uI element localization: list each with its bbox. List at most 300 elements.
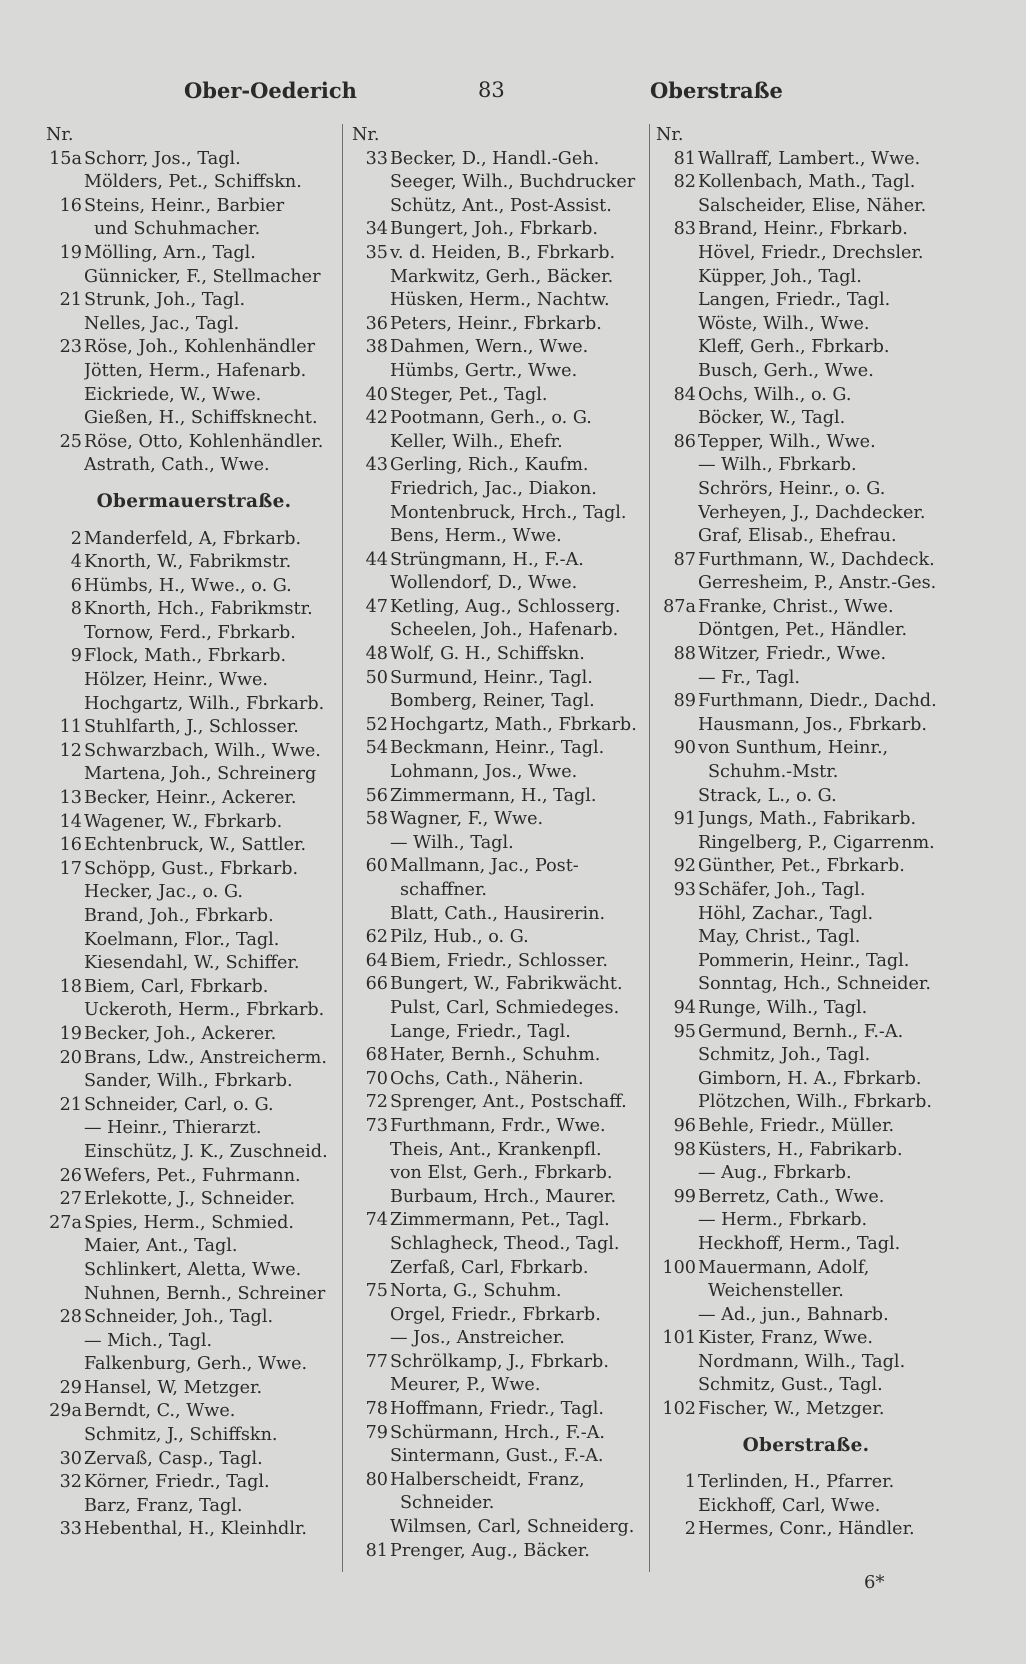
house-number: 74	[365, 1210, 388, 1231]
house-number	[46, 454, 84, 478]
resident-text: Gerresheim, P., Anstr.-Ges.	[698, 573, 937, 594]
resident-text: Eickhoff, Carl, Wwe.	[698, 1495, 881, 1516]
directory-entry	[352, 171, 650, 195]
directory-entry	[352, 1068, 650, 1092]
house-number	[352, 903, 390, 927]
directory-entry	[352, 1209, 650, 1233]
directory-entry	[352, 1516, 650, 1540]
resident-text: Fischer, W., Metzger.	[698, 1399, 885, 1420]
house-number: 42	[365, 408, 388, 429]
directory-entry	[352, 525, 650, 549]
directory-entry	[656, 1115, 956, 1139]
house-number	[352, 1445, 390, 1469]
house-number	[656, 289, 698, 313]
house-number: 20	[59, 1047, 82, 1068]
directory-entry	[352, 1115, 650, 1139]
directory-entry	[352, 336, 650, 360]
resident-text: Nuhnen, Bernh., Schreiner	[84, 1283, 326, 1304]
directory-entry	[656, 1351, 956, 1375]
directory-entry	[656, 1327, 956, 1351]
resident-text: Schmitz, Gust., Tagl.	[698, 1375, 883, 1396]
directory-entry	[46, 1448, 342, 1472]
resident-text: Meurer, P., Wwe.	[390, 1375, 541, 1396]
directory-entry	[656, 1021, 956, 1045]
resident-text: Zerfaß, Carl, Fbrkarb.	[390, 1257, 589, 1278]
resident-text: Gießen, H., Schiffsknecht.	[84, 408, 318, 429]
house-number: 48	[365, 644, 388, 665]
directory-entry	[352, 737, 650, 761]
resident-text: — Ad., jun., Bahnarb.	[698, 1304, 889, 1325]
house-number	[656, 1162, 698, 1186]
resident-text: Manderfeld, A, Fbrkarb.	[84, 528, 302, 549]
resident-text: Jötten, Herm., Hafenarb.	[84, 360, 307, 381]
resident-text: Döntgen, Pet., Händler.	[698, 620, 908, 641]
resident-text: Hochgartz, Wilh., Fbrkarb.	[84, 693, 325, 714]
directory-entry	[46, 313, 342, 337]
directory-entry	[656, 737, 956, 761]
house-number	[352, 1492, 390, 1516]
resident-text: Hochgartz, Math., Fbrkarb.	[390, 714, 637, 735]
house-number	[46, 1235, 84, 1259]
house-number	[656, 667, 698, 691]
directory-entry	[656, 761, 956, 785]
directory-entry	[352, 148, 650, 172]
directory-entry	[46, 645, 342, 669]
directory-entry	[352, 1139, 650, 1163]
resident-text: Hölzer, Heinr., Wwe.	[84, 670, 269, 691]
resident-text: Becker, D., Handl.-Geh.	[390, 148, 600, 169]
directory-entry	[656, 195, 956, 219]
directory-entry	[352, 714, 650, 738]
house-number: 19	[59, 242, 82, 263]
resident-text: Furthmann, Frdr., Wwe.	[390, 1115, 606, 1136]
house-number: 92	[673, 856, 696, 877]
house-number: 9	[70, 646, 82, 667]
house-number	[656, 313, 698, 337]
house-number	[656, 1280, 698, 1304]
house-number: 80	[365, 1469, 388, 1490]
resident-text: Schöpp, Gust., Fbrkarb.	[84, 858, 299, 879]
column-divider	[342, 124, 343, 1572]
directory-entry	[656, 997, 956, 1021]
house-number: 35	[365, 242, 388, 263]
resident-text: Nelles, Jac., Tagl.	[84, 313, 240, 334]
resident-text: Norta, G., Schuhm.	[390, 1281, 562, 1302]
resident-text: — Fr., Tagl.	[698, 667, 800, 688]
house-number: 86	[673, 431, 696, 452]
resident-text: Röse, Otto, Kohlenhändler.	[84, 431, 324, 452]
directory-entry	[352, 431, 650, 455]
resident-text: Pilz, Hub., o. G.	[390, 927, 529, 948]
house-number: 36	[365, 313, 388, 334]
resident-text: — Heinr., Thierarzt.	[84, 1118, 262, 1139]
resident-text: Bungert, Joh., Fbrkarb.	[390, 219, 598, 240]
directory-entry	[656, 454, 956, 478]
resident-text: schaffner.	[400, 880, 488, 900]
directory-entry	[656, 1091, 956, 1115]
resident-text: Schütz, Ant., Post-Assist.	[390, 195, 612, 216]
resident-text: Hüsken, Herm., Nachtw.	[390, 290, 610, 311]
resident-text: Kleff, Gerh., Fbrkarb.	[698, 337, 890, 358]
house-number	[352, 525, 390, 549]
house-number: 95	[673, 1021, 696, 1042]
resident-text: Wagner, F., Wwe.	[390, 809, 544, 830]
directory-entry	[352, 619, 650, 643]
directory-entry	[352, 549, 650, 573]
directory-entry	[46, 171, 342, 195]
resident-text: Günther, Pet., Fbrkarb.	[698, 856, 905, 877]
house-number: 30	[59, 1448, 82, 1469]
house-number	[352, 1162, 390, 1186]
house-number	[656, 1044, 698, 1068]
resident-text: Schürmann, Hrch., F.-A.	[390, 1422, 606, 1443]
resident-text: und Schuhmacher.	[94, 219, 261, 240]
house-number	[352, 1257, 390, 1281]
resident-text: v. d. Heiden, B., Fbrkarb.	[390, 242, 616, 263]
directory-entry	[352, 478, 650, 502]
directory-entry	[352, 855, 650, 879]
house-number: 47	[365, 596, 388, 617]
resident-text: Langen, Friedr., Tagl.	[698, 290, 891, 311]
directory-entry	[46, 360, 342, 384]
house-number: 43	[365, 455, 388, 476]
resident-text: Knorth, W., Fabrikmstr.	[84, 552, 292, 573]
directory-entry	[46, 976, 342, 1000]
directory-entry	[352, 903, 650, 927]
section-heading: Obermauerstraße.	[96, 490, 292, 512]
directory-entry	[46, 1023, 342, 1047]
house-number	[656, 973, 698, 997]
resident-text: Günnicker, F., Stellmacher	[84, 266, 321, 287]
house-number: 68	[365, 1045, 388, 1066]
directory-entry	[46, 528, 342, 552]
house-number: 6	[70, 575, 82, 596]
house-number: 101	[662, 1328, 696, 1349]
resident-text: Salscheider, Elise, Näher.	[698, 195, 927, 216]
resident-text: Runge, Wilh., Tagl.	[698, 997, 868, 1018]
house-number	[352, 360, 390, 384]
house-number: 84	[673, 384, 696, 405]
directory-entry	[656, 336, 956, 360]
resident-text: Orgel, Friedr., Fbrkarb.	[390, 1304, 601, 1325]
house-number: 66	[365, 974, 388, 995]
directory-entry	[352, 832, 650, 856]
resident-text: Falkenburg, Gerh., Wwe.	[84, 1354, 308, 1375]
directory-entry	[352, 1233, 650, 1257]
house-number	[46, 952, 84, 976]
house-number: 54	[365, 738, 388, 759]
column-divider	[649, 124, 650, 1572]
directory-entry	[656, 478, 956, 502]
house-number	[46, 905, 84, 929]
house-number: 28	[59, 1307, 82, 1328]
resident-text: Höhl, Zachar., Tagl.	[698, 903, 874, 924]
directory-entry	[352, 1304, 650, 1328]
directory-entry	[656, 266, 956, 290]
house-number	[656, 360, 698, 384]
house-number	[352, 1021, 390, 1045]
resident-text: Berndt, C., Wwe.	[84, 1401, 236, 1422]
house-number	[46, 1259, 84, 1283]
directory-entry	[352, 1351, 650, 1375]
resident-text: Wefers, Pet., Fuhrmann.	[84, 1165, 301, 1186]
resident-text: Koelmann, Flor., Tagl.	[84, 929, 280, 950]
house-number: 11	[59, 717, 82, 738]
resident-text: Schäfer, Joh., Tagl.	[698, 880, 866, 900]
house-number: 16	[59, 835, 82, 856]
resident-text: Heckhoff, Herm., Tagl.	[698, 1233, 901, 1254]
resident-text: Sonntag, Hch., Schneider.	[698, 974, 931, 995]
directory-entry	[352, 266, 650, 290]
directory-entry	[352, 1044, 650, 1068]
directory-entry	[352, 1021, 650, 1045]
directory-entry	[46, 1424, 342, 1448]
house-number: 33	[365, 148, 388, 169]
directory-entry	[46, 431, 342, 455]
house-number: 27	[59, 1189, 82, 1210]
resident-text: Astrath, Cath., Wwe.	[84, 455, 270, 476]
house-number: 1	[684, 1472, 696, 1493]
resident-text: Körner, Friedr., Tagl.	[84, 1472, 270, 1493]
house-number: 102	[662, 1399, 696, 1420]
house-number: 16	[59, 195, 82, 216]
resident-text: Strunk, Joh., Tagl.	[84, 290, 246, 311]
resident-text: Germund, Bernh., F.-A.	[698, 1021, 904, 1042]
directory-entry	[656, 148, 956, 172]
directory-entry	[656, 1398, 956, 1422]
directory-entry	[46, 929, 342, 953]
house-number	[352, 171, 390, 195]
directory-entry	[352, 1540, 650, 1564]
house-number	[656, 903, 698, 927]
resident-text: Pootmann, Gerh., o. G.	[390, 408, 592, 429]
resident-text: Ochs, Wilh., o. G.	[698, 384, 852, 405]
house-number: 13	[59, 788, 82, 809]
directory-entry	[352, 1469, 650, 1493]
resident-text: Schmitz, J., Schiffskn.	[84, 1425, 278, 1446]
directory-entry	[46, 1283, 342, 1307]
resident-text: Halberscheidt, Franz,	[390, 1469, 585, 1490]
house-number	[46, 669, 84, 693]
directory-entry	[46, 551, 342, 575]
directory-entry	[46, 454, 342, 478]
resident-text: Schneider, Joh., Tagl.	[84, 1307, 274, 1328]
resident-text: Verheyen, J., Dachdecker.	[698, 502, 926, 523]
directory-entry	[46, 1471, 342, 1495]
house-number: 23	[59, 337, 82, 358]
directory-entry	[352, 596, 650, 620]
house-number	[656, 1351, 698, 1375]
house-number	[656, 1209, 698, 1233]
directory-entry	[46, 384, 342, 408]
directory-entry	[352, 218, 650, 242]
resident-text: Schrörs, Heinr., o. G.	[698, 478, 886, 499]
directory-entry	[656, 1471, 956, 1495]
house-number	[656, 407, 698, 431]
directory-entry	[352, 785, 650, 809]
directory-entry	[46, 1235, 342, 1259]
house-number: 90	[673, 738, 696, 759]
directory-entry	[46, 858, 342, 882]
resident-text: Franke, Christ., Wwe.	[698, 596, 894, 617]
house-number	[46, 881, 84, 905]
directory-entry	[46, 1353, 342, 1377]
directory-entry	[656, 242, 956, 266]
house-number: 73	[365, 1115, 388, 1136]
house-number: 99	[673, 1186, 696, 1207]
house-number	[656, 1233, 698, 1257]
house-number	[46, 1141, 84, 1165]
resident-text: Mölders, Pet., Schiffskn.	[84, 172, 302, 193]
resident-text: Sintermann, Gust., F.-A.	[390, 1446, 604, 1467]
resident-text: Uckeroth, Herm., Fbrkarb.	[84, 1000, 325, 1021]
resident-text: Scheelen, Joh., Hafenarb.	[390, 620, 619, 641]
directory-entry	[352, 360, 650, 384]
resident-text: Ochs, Cath., Näherin.	[390, 1068, 584, 1089]
resident-text: Friedrich, Jac., Diakon.	[390, 478, 597, 499]
column-label-text: Nr.	[352, 125, 380, 145]
house-number: 14	[59, 811, 82, 832]
house-number	[46, 999, 84, 1023]
directory-entry	[656, 973, 956, 997]
directory-entry	[46, 1070, 342, 1094]
section-heading: Oberstraße.	[742, 1434, 870, 1456]
resident-text: Furthmann, W., Dachdeck.	[698, 549, 935, 570]
house-number: 77	[365, 1351, 388, 1372]
house-number	[46, 1424, 84, 1448]
house-number	[352, 431, 390, 455]
resident-text: Zimmermann, H., Tagl.	[390, 785, 597, 806]
resident-text: Markwitz, Gerh., Bäcker.	[390, 266, 614, 287]
resident-text: Jungs, Math., Fabrikarb.	[698, 809, 917, 830]
resident-text: Strack, L., o. G.	[698, 785, 837, 806]
house-number: 72	[365, 1092, 388, 1113]
resident-text: Nordmann, Wilh., Tagl.	[698, 1351, 906, 1372]
directory-entry	[656, 218, 956, 242]
directory-entry	[352, 242, 650, 266]
directory-entry	[656, 1518, 956, 1542]
directory-entry	[656, 1304, 956, 1328]
directory-entry	[656, 1233, 956, 1257]
house-number	[352, 502, 390, 526]
resident-text: Behle, Friedr., Müller.	[698, 1115, 895, 1136]
house-number: 58	[365, 809, 388, 830]
house-number	[46, 1330, 84, 1354]
resident-text: Hebenthal, H., Kleinhdlr.	[84, 1519, 308, 1540]
resident-text: Keller, Wilh., Ehefr.	[390, 431, 563, 452]
directory-entry	[656, 525, 956, 549]
directory-entry	[46, 716, 342, 740]
resident-text: Brand, Heinr., Fbrkarb.	[698, 219, 908, 240]
house-number: 87	[673, 549, 696, 570]
house-number	[656, 785, 698, 809]
directory-entry	[656, 926, 956, 950]
resident-text: Schneider.	[400, 1493, 495, 1514]
house-number	[656, 525, 698, 549]
resident-text: — Aug., Fbrkarb.	[698, 1163, 852, 1184]
directory-entry	[46, 787, 342, 811]
directory-entry	[656, 502, 956, 526]
directory-entry	[46, 1141, 342, 1165]
directory-entry	[352, 926, 650, 950]
house-number: 50	[365, 667, 388, 688]
house-number: 12	[59, 740, 82, 761]
directory-entry	[656, 1186, 956, 1210]
resident-text: Schrölkamp, J., Fbrkarb.	[390, 1351, 609, 1372]
resident-text: Tepper, Wilh., Wwe.	[698, 431, 876, 452]
directory-entry	[352, 667, 650, 691]
resident-text: Knorth, Hch., Fabrikmstr.	[84, 599, 313, 620]
resident-text: Schmitz, Joh., Tagl.	[698, 1045, 871, 1066]
resident-text: Zervaß, Casp., Tagl.	[84, 1448, 263, 1469]
house-number: 91	[673, 809, 696, 830]
directory-entry	[46, 1306, 342, 1330]
directory-entry	[656, 667, 956, 691]
directory-entry	[46, 763, 342, 787]
house-number: 64	[365, 950, 388, 971]
house-number	[46, 693, 84, 717]
house-number	[352, 879, 390, 903]
directory-entry	[656, 785, 956, 809]
house-number	[352, 1304, 390, 1328]
directory-entry	[656, 1374, 956, 1398]
directory-entry	[352, 808, 650, 832]
resident-text: Zimmermann, Pet., Tagl.	[390, 1210, 610, 1231]
directory-entry	[46, 1259, 342, 1283]
directory-entry	[656, 950, 956, 974]
house-number	[656, 195, 698, 219]
house-number	[352, 572, 390, 596]
column-2	[352, 124, 650, 1563]
resident-text: Hövel, Friedr., Drechsler.	[698, 242, 924, 263]
directory-entry	[352, 997, 650, 1021]
house-number: 82	[673, 172, 696, 193]
directory-entry	[656, 1162, 956, 1186]
house-number: 26	[59, 1165, 82, 1186]
directory-entry	[352, 1492, 650, 1516]
resident-text: Sander, Wilh., Fbrkarb.	[84, 1071, 293, 1092]
house-number	[656, 1304, 698, 1328]
resident-text: Becker, Joh., Ackerer.	[84, 1023, 277, 1044]
resident-text: Kiesendahl, W., Schiffer.	[84, 953, 300, 974]
resident-text: Wolf, G. H., Schiffskn.	[390, 644, 585, 665]
resident-text: Gerling, Rich., Kaufm.	[390, 455, 589, 476]
house-number	[46, 218, 84, 242]
directory-entry	[352, 407, 650, 431]
house-number: 89	[673, 691, 696, 712]
directory-entry	[352, 313, 650, 337]
resident-text: Schorr, Jos., Tagl.	[84, 148, 241, 169]
resident-text: Steins, Heinr., Barbier	[84, 195, 285, 216]
directory-entry	[46, 148, 342, 172]
resident-text: Schneider, Carl, o. G.	[84, 1094, 274, 1115]
resident-text: Montenbruck, Hrch., Tagl.	[390, 502, 627, 523]
resident-text: Mölling, Arn., Tagl.	[84, 242, 256, 263]
house-number	[352, 1516, 390, 1540]
resident-text: Spies, Herm., Schmied.	[84, 1212, 295, 1233]
directory-entry	[656, 407, 956, 431]
house-number: 94	[673, 997, 696, 1018]
house-number	[656, 1091, 698, 1115]
resident-text: Brand, Joh., Fbrkarb.	[84, 906, 274, 926]
house-number	[352, 195, 390, 219]
directory-entry	[352, 1422, 650, 1446]
house-number: 34	[365, 219, 388, 240]
house-number: 96	[673, 1115, 696, 1136]
directory-entry	[46, 1518, 342, 1542]
directory-entry	[352, 572, 650, 596]
house-number: 2	[684, 1519, 696, 1540]
